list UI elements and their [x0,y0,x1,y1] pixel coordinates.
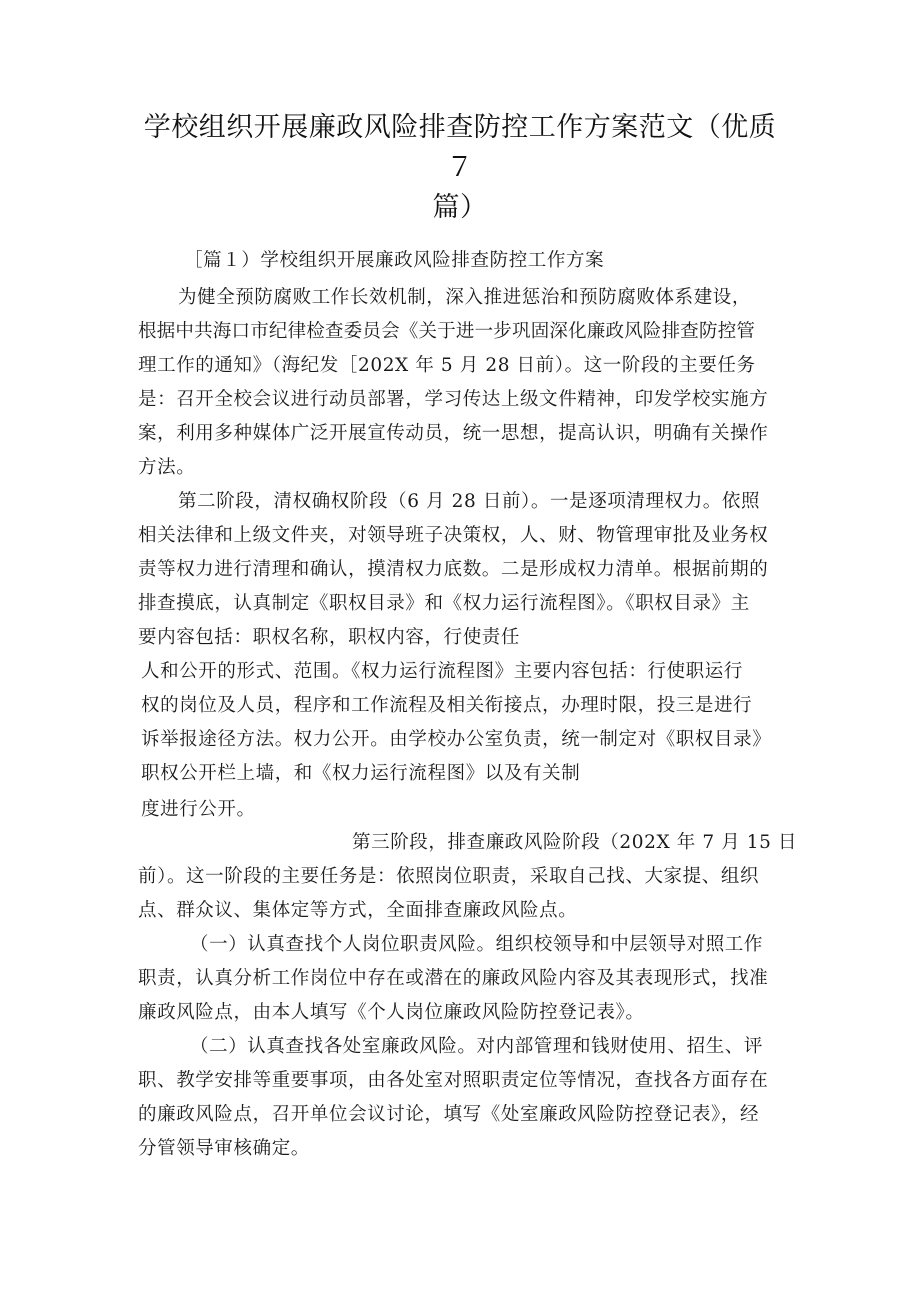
text-line: 职、教学安排等重要事项，由各处室对照职责定位等情况，查找各方面存在 [138,1070,769,1091]
text-line: （一）认真查找个人岗位职责风险。组织校领导和中层领导对照工作 [190,934,764,955]
text-line: 分管领导审核确定。 [138,1138,310,1159]
text-line: 廉政风险点，由本人填写《个人岗位廉政风险防控登记表》。 [138,1002,645,1023]
text-line: 第二阶段，清权确权阶段（6 月 28 日前）。一是逐项清理权力。依照 [178,491,761,512]
title-line-1: 学校组织开展廉政风险排查防控工作方案范文（优质７ [143,112,777,183]
text-line: （二）认真查找各处室廉政风险。对内部管理和钱财使用、招生、评 [190,1036,764,1057]
title-line-2: 篇） [432,192,488,223]
text-line: 的廉政风险点，召开单位会议讨论，填写《处室廉政风险防控登记表》，经 [138,1104,760,1125]
text-line: 排查摸底，认真制定《职权目录》和《权力运行流程图》。《职权目录》主 [138,593,750,614]
text-line: 前）。这一阶段的主要任务是：依照岗位职责，采取自己找、大家提、组织 [138,866,760,887]
text-line: 点、群众议、集体定等方式，全面排查廉政风险点。 [138,900,578,921]
text-line: 根据中共海口市纪律检查委员会《关于进一步巩固深化廉政风险排查防控管 [138,321,756,342]
text-line: 第三阶段，排查廉政风险阶段（202X 年 7 月 15 日 [352,832,798,853]
document-title [140,108,780,228]
text-line: 为健全预防腐败工作长效机制，深入推进惩治和预防腐败体系建设， [178,287,752,308]
text-line: 案，利用多种媒体广泛开展宣传动员，统一思想，提高认识，明确有关操作 [138,423,769,444]
section-heading: ［篇１）学校组织开展廉政风险排查防控工作方案 [184,250,605,271]
text-line: 要内容包括：职权名称，职权内容，行使责任 [138,627,521,648]
text-line: 诉举报途径方法。权力公开。由学校办公室负责，统一制定对《职权目录》 [141,729,772,750]
text-line: 是：召开全校会议进行动员部署，学习传达上级文件精神，印发学校实施方 [138,389,769,410]
text-line: 理工作的通知》（海纪发［202X 年 5 月 28 日前）。这一阶段的主要任务 [138,355,756,376]
text-line: 权的岗位及人员，程序和工作流程及相关衔接点，办理时限，投三是进行 [141,695,753,716]
text-line: 职责，认真分析工作岗位中存在或潜在的廉政风险内容及其表现形式，找准 [138,968,769,989]
text-line: 方法。 [138,457,196,478]
text-line: 责等权力进行清理和确认，摸清权力底数。二是形成权力清单。根据前期的 [138,559,769,580]
text-line: 职权公开栏上墙，和《权力运行流程图》以及有关制 [141,763,581,784]
text-line: 相关法律和上级文件夹，对领导班子决策权，人、财、物管理审批及业务权 [138,525,769,546]
text-line: 人和公开的形式、范围。《权力运行流程图》主要内容包括：行使职运行 [141,661,743,682]
text-line: 度进行公开。 [141,799,256,820]
